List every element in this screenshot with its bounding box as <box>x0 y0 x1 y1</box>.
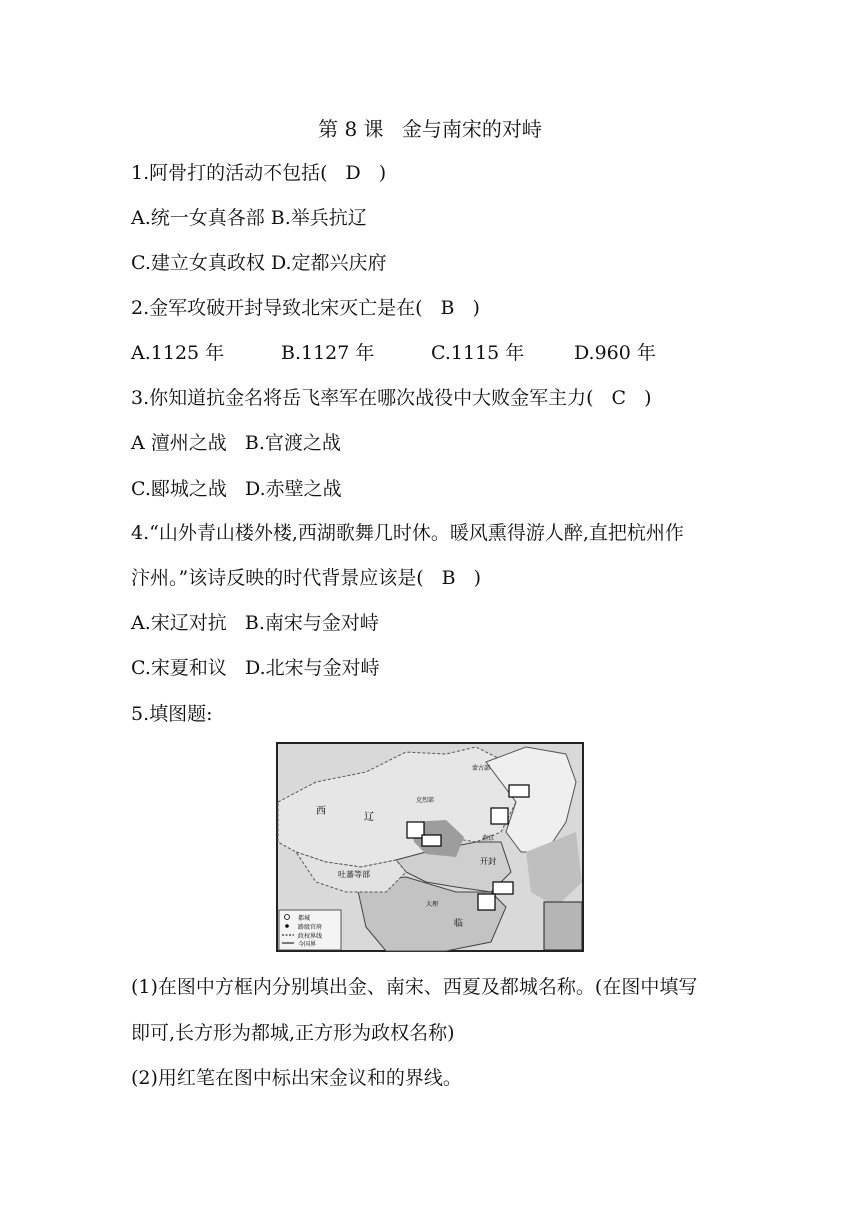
question-3-options-row2: C.郾城之战 D.赤壁之战 <box>131 478 342 500</box>
lesson-number: 第 8 课 <box>318 117 384 141</box>
option-a: A.1125 年 <box>131 342 225 364</box>
option-c: C.1115 年 <box>431 342 525 364</box>
lesson-title <box>0 116 860 142</box>
question-2-answer: B <box>440 297 455 319</box>
lesson-topic: 金与南宋的对峙 <box>401 117 542 141</box>
answer-box-capital-2[interactable] <box>422 835 441 846</box>
question-5-sub1-line2: 即可,长方形为都城,正方形为政权名称) <box>131 1022 455 1044</box>
question-4-stem-line2: 汴州。”该诗反映的时代背景应该是( B ) <box>131 567 482 589</box>
question-5-sub1-line1: (1)在图中方框内分别填出金、南宋、西夏及都城名称。(在图中填写 <box>131 976 698 998</box>
answer-box-regime-3[interactable] <box>478 894 495 910</box>
map-label-xi: 西 <box>316 806 326 817</box>
question-4-options-row2: C.宋夏和议 D.北宋与金对峙 <box>131 657 380 679</box>
option-d: D.960 年 <box>574 342 656 364</box>
question-4-stem-line1: 4.“山外青山楼外楼,西湖歌舞几时休。暖风熏得游人醉,直把杭州作 <box>131 522 684 544</box>
map-label-lin: 临 <box>454 919 464 929</box>
question-5-sub2: (2)用红笔在图中标出宋金议和的界线。 <box>131 1067 462 1089</box>
question-4-options-row1: A.宋辽对抗 B.南宋与金对峙 <box>131 612 379 634</box>
question-3-options-row1: A 澶州之战 B.官渡之战 <box>131 432 341 454</box>
question-3-answer: C <box>611 387 627 409</box>
legend-admin: 路级官府 <box>298 924 323 931</box>
answer-box-capital-1[interactable] <box>509 785 529 797</box>
option-b: B.1127 年 <box>281 342 375 364</box>
question-5-stem: 5.填图题: <box>131 703 213 725</box>
map-label-kaifeng: 开封 <box>480 857 496 866</box>
legend-capital: 都城 <box>298 915 311 922</box>
map-label-liao: 辽 <box>364 812 374 823</box>
song-jin-map <box>276 742 584 952</box>
question-2-options <box>131 341 656 365</box>
map-label-dali: 大理 <box>426 901 439 908</box>
map-label-yanjing: 燕京 <box>482 835 495 842</box>
question-1-options-row1: A.统一女真各部 B.举兵抗辽 <box>131 207 367 229</box>
answer-box-regime-1[interactable] <box>491 808 508 824</box>
map-label-mongol: 蒙古部 <box>472 765 491 772</box>
question-2-stem: 2.金军攻破开封导致北宋灭亡是在( B ) <box>131 297 480 319</box>
question-3-stem: 3.你知道抗金名将岳飞率军在哪次战役中大败金军主力( C ) <box>131 387 652 409</box>
question-1-answer: D <box>345 162 361 184</box>
map-label-tibet: 吐蕃等部 <box>338 870 370 879</box>
answer-box-capital-3[interactable] <box>493 882 513 894</box>
legend-national-border: 今国界 <box>298 941 317 948</box>
question-4-answer: B <box>441 567 456 589</box>
map-label-kereit: 克烈部 <box>416 797 435 804</box>
map-figure <box>276 742 584 952</box>
legend-border: 政权界线 <box>298 933 323 940</box>
question-1-options-row2: C.建立女真政权 D.定都兴庆府 <box>131 252 387 274</box>
question-1-stem: 1.阿骨打的活动不包括( D ) <box>131 162 387 184</box>
